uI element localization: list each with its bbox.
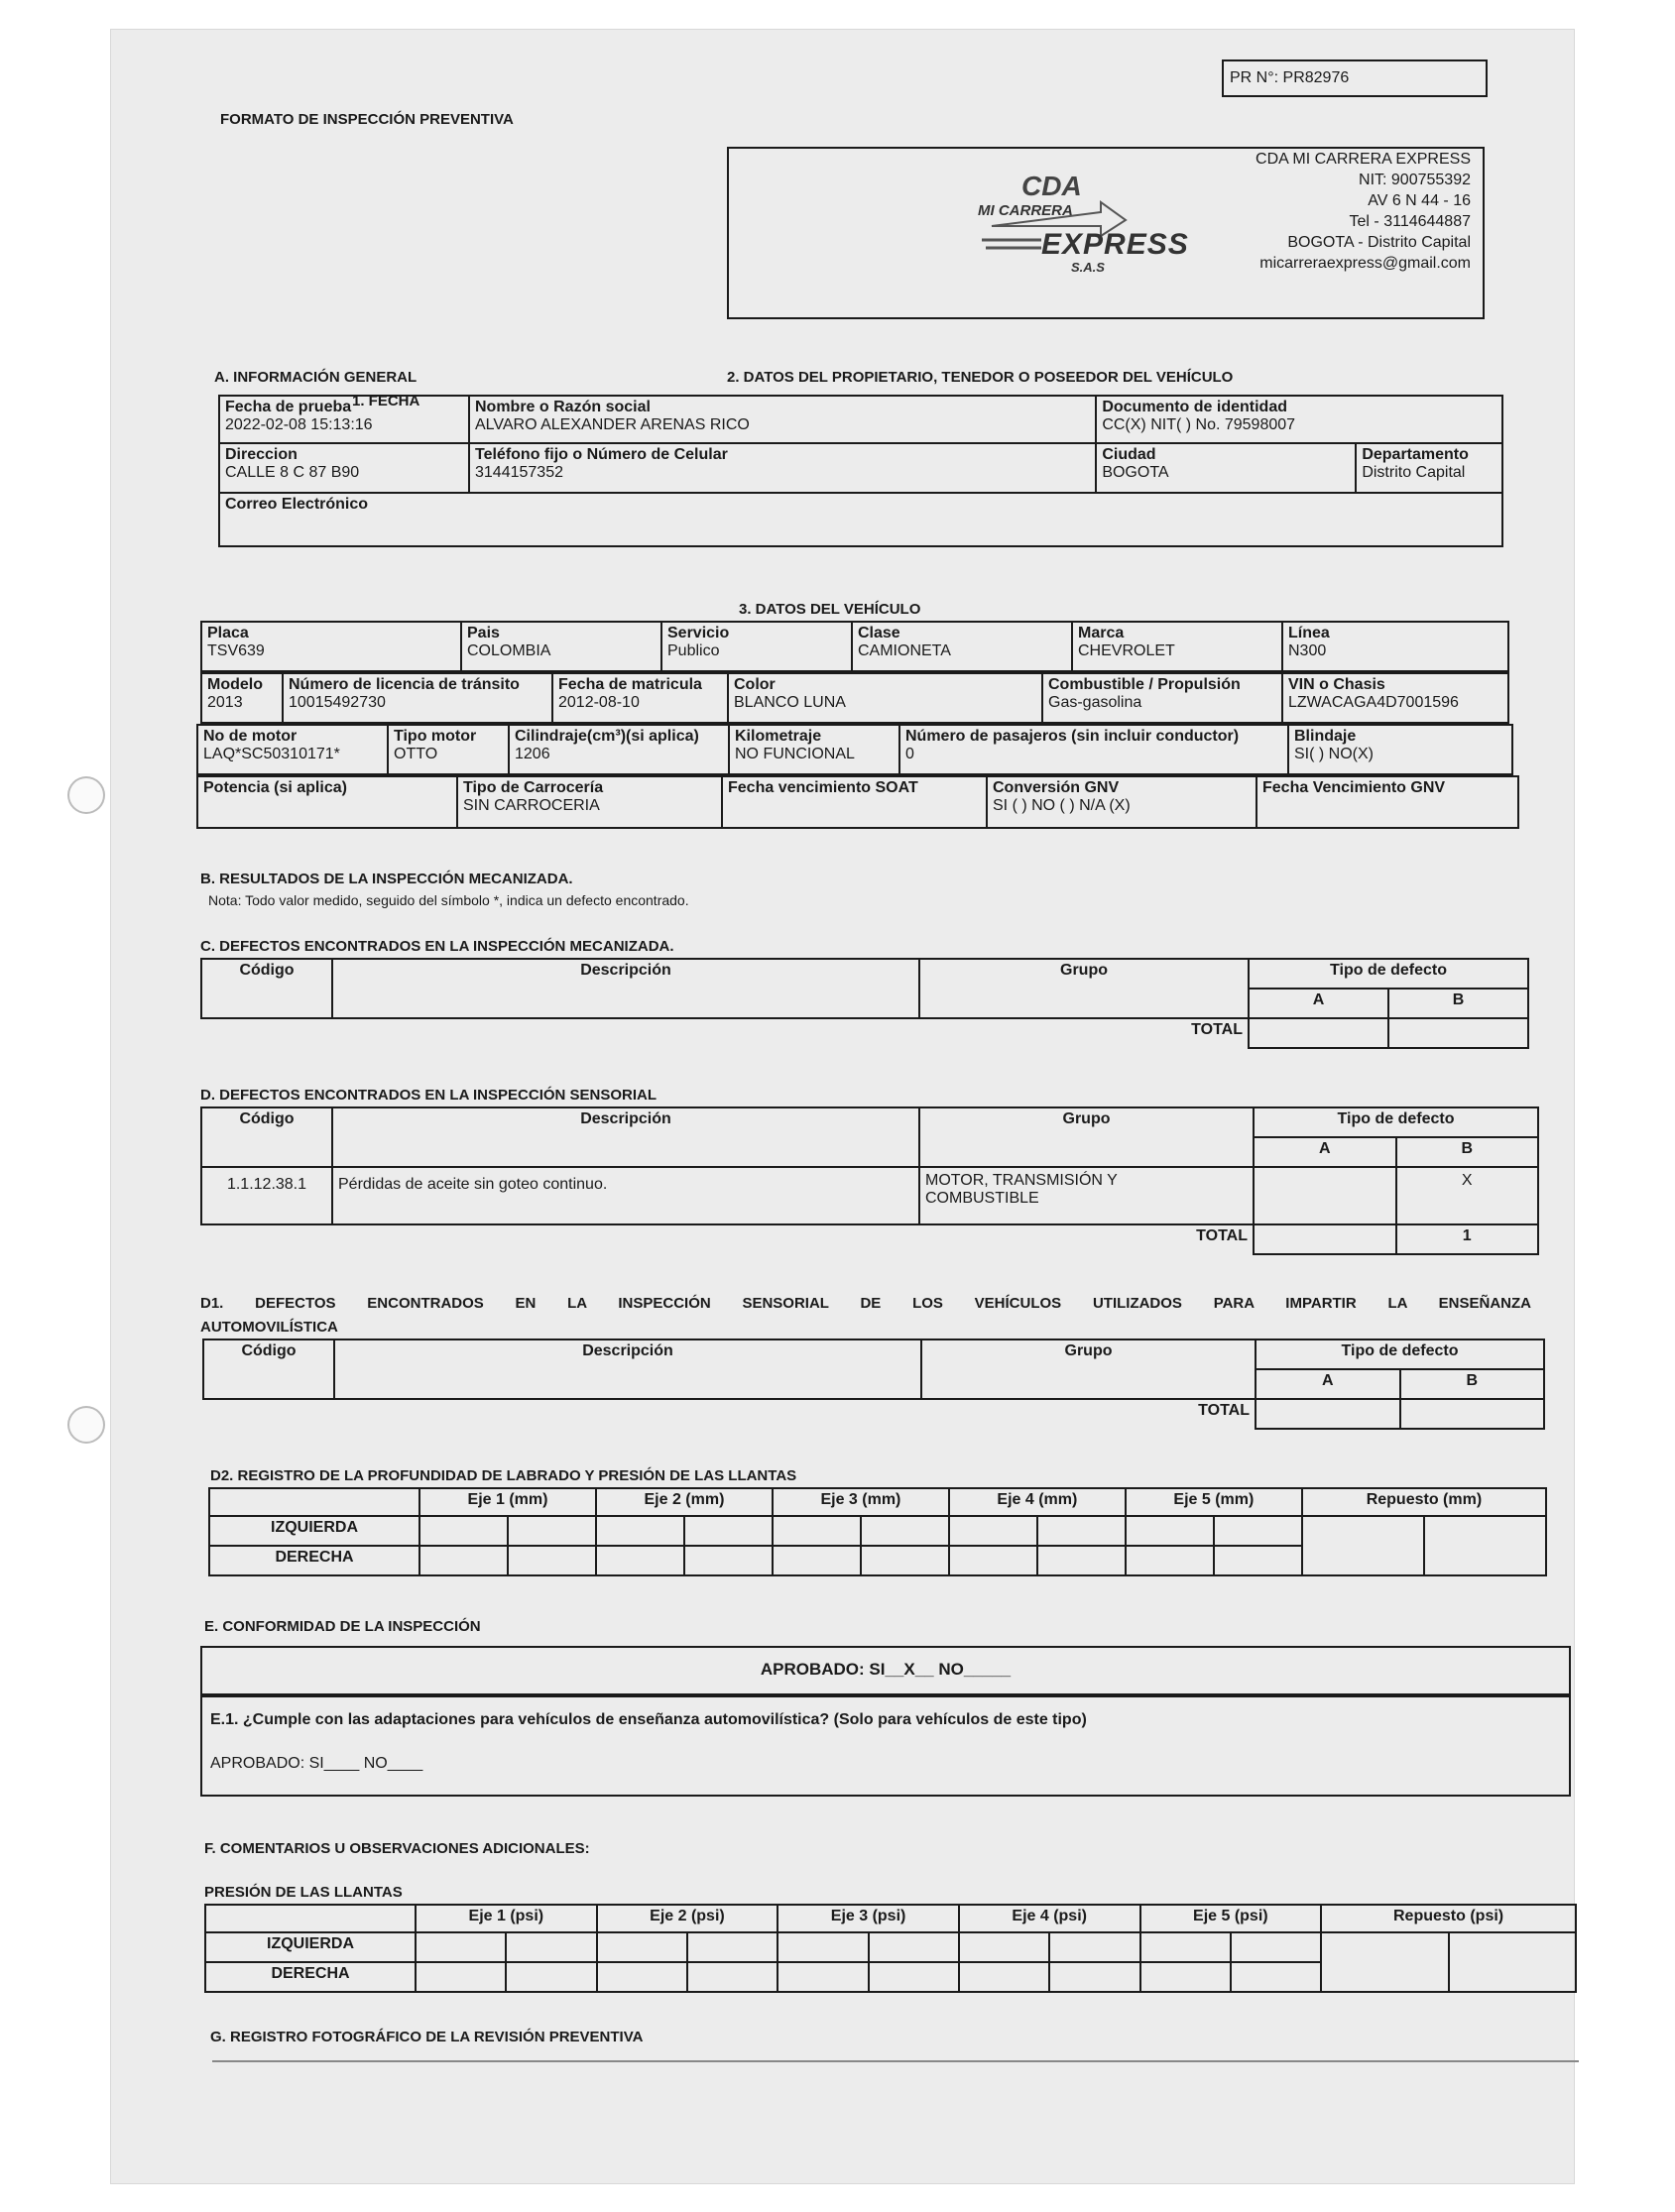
company-box [727,147,1485,319]
linea-label: Línea [1288,625,1330,641]
licencia-label: Número de licencia de tránsito [289,676,520,693]
form-title: FORMATO DE INSPECCIÓN PREVENTIVA [220,111,514,128]
company-email: micarreraexpress@gmail.com [1259,255,1471,272]
tipo-motor-value: OTTO [394,746,438,762]
linea-cell [1282,622,1508,671]
d2-col-eje1: Eje 1 (mm) [419,1488,596,1516]
presion-row-derecha: DERECHA [205,1962,416,1992]
section-d1-table [202,1339,1545,1430]
e1-box [200,1693,1571,1797]
section-c-title: C. DEFECTOS ENCONTRADOS EN LA INSPECCIÓN MECANIZADA. [200,938,674,955]
d-row-b: X [1396,1167,1539,1224]
company-phone: Tel - 3114644887 [1349,213,1471,230]
d1-total-a [1256,1399,1400,1429]
d2-corner [209,1488,419,1516]
gnv-value: SI ( ) NO ( ) N/A (X) [993,797,1131,814]
servicio-value: Publico [667,642,720,659]
d-total-b: 1 [1396,1224,1539,1254]
soat-cell [722,776,987,828]
carroceria-label: Tipo de Carrocería [463,779,604,796]
clase-value: CAMIONETA [858,642,951,659]
d2-col-eje3: Eje 3 (mm) [773,1488,949,1516]
punch-hole [67,1406,105,1444]
section-e-title: E. CONFORMIDAD DE LA INSPECCIÓN [204,1618,481,1635]
section-b-title: B. RESULTADOS DE LA INSPECCIÓN MECANIZADA. [200,871,573,887]
modelo-value: 2013 [207,694,243,711]
section-d1-title-2: AUTOMOVILÍSTICA [200,1319,338,1336]
servicio-label: Servicio [667,625,730,641]
departamento-value: Distrito Capital [1362,464,1466,481]
section-f-title: F. COMENTARIOS U OBSERVACIONES ADICIONALES: [204,1840,590,1857]
blindaje-label: Blindaje [1294,728,1357,745]
d-a-header: A [1254,1137,1396,1167]
d1-tipo-header: Tipo de defecto [1256,1339,1544,1369]
kilometraje-label: Kilometraje [735,728,822,745]
d2-row-derecha: DERECHA [209,1546,419,1575]
d2-col-eje4: Eje 4 (mm) [949,1488,1126,1516]
motor-label: No de motor [203,728,298,745]
d-tipo-header: Tipo de defecto [1254,1107,1538,1137]
company-nit: NIT: 900755392 [1359,172,1471,188]
d1-grupo-header: Grupo [921,1339,1256,1399]
c-total-b [1388,1018,1528,1048]
clase-cell [852,622,1072,671]
cilindraje-label: Cilindraje(cm³)(si aplica) [515,728,699,745]
clase-label: Clase [858,625,900,641]
documento-value: CC(X) NIT( ) No. 79598007 [1102,416,1296,433]
c-codigo-header: Código [201,959,332,1018]
vehicle-row-1 [200,621,1509,672]
kilometraje-cell [729,725,899,774]
nombre-cell [469,396,1096,443]
c-descripcion-header: Descripción [332,959,919,1018]
d-grupo-header: Grupo [919,1107,1254,1167]
fecha-label: Fecha de prueba [225,399,352,415]
aprobado-text: APROBADO: SI__X__ NO_____ [760,1660,1012,1679]
d1-b-header: B [1400,1369,1545,1399]
gnv-cell [987,776,1256,828]
kilometraje-value: NO FUNCIONAL [735,746,855,762]
c-total-a [1249,1018,1388,1048]
d-row-group [919,1167,1254,1224]
d1-codigo-header: Código [203,1339,334,1399]
presion-corner [205,1905,416,1932]
direccion-cell [219,443,469,493]
marca-cell [1072,622,1282,671]
servicio-cell [661,622,852,671]
presion-col-eje4: Eje 4 (psi) [959,1905,1140,1932]
e1-aprobado: APROBADO: SI____ NO____ [210,1755,423,1772]
vehicle-row-3 [196,724,1513,775]
pasajeros-value: 0 [905,746,914,762]
e1-question: E.1. ¿Cumple con las adaptaciones para vehículos de enseñanza automovilística? (Solo para vehículos de este tipo) [210,1711,1087,1728]
ciudad-value: BOGOTA [1102,464,1169,481]
vin-cell [1282,673,1508,723]
motor-cell [197,725,388,774]
section-c-table [200,958,1529,1049]
placa-value: TSV639 [207,642,265,659]
combustible-label: Combustible / Propulsión [1048,676,1241,693]
matricula-cell [552,673,728,723]
documento-cell [1096,396,1502,443]
c-total-label: TOTAL [1191,1021,1243,1038]
d-descripcion-header: Descripción [332,1107,919,1167]
d-row-group-line2: COMBUSTIBLE [925,1190,1039,1207]
d-b-header: B [1396,1137,1539,1167]
presion-col-eje1: Eje 1 (psi) [416,1905,597,1932]
modelo-label: Modelo [207,676,263,693]
d-row-code: 1.1.12.38.1 [201,1167,332,1224]
documento-label: Documento de identidad [1102,399,1287,415]
tipo-motor-cell [388,725,509,774]
logo-text-cda: CDA [1021,171,1082,201]
placa-cell [201,622,461,671]
d-row-desc: Pérdidas de aceite sin goteo continuo. [332,1167,919,1224]
pasajeros-label: Número de pasajeros (sin incluir conductor) [905,728,1240,745]
d-row-a [1254,1167,1396,1224]
presion-row-izquierda: IZQUIERDA [205,1932,416,1962]
licencia-cell [283,673,552,723]
section-a-title: A. INFORMACIÓN GENERAL [214,369,418,386]
company-address: AV 6 N 44 - 16 [1368,192,1471,209]
modelo-cell [201,673,283,723]
licencia-value: 10015492730 [289,694,386,711]
logo-text-express: EXPRESS [1041,228,1189,261]
color-label: Color [734,676,776,693]
gnv-vencimiento-label: Fecha Vencimiento GNV [1262,779,1446,796]
nombre-label: Nombre o Razón social [475,399,651,415]
vin-value: LZWACAGA4D7001596 [1288,694,1459,711]
c-tipo-header: Tipo de defecto [1249,959,1528,989]
direccion-label: Direccion [225,446,298,463]
vehicle-row-2 [200,672,1509,724]
pasajeros-cell [899,725,1288,774]
d1-total-b [1400,1399,1545,1429]
company-info [1256,149,1471,274]
section-d-table [200,1106,1539,1255]
fecha-value: 2022-02-08 15:13:16 [225,416,373,433]
logo-text-mi-carrera: MI CARRERA [978,202,1073,219]
combustible-cell [1042,673,1282,723]
nombre-value: ALVARO ALEXANDER ARENAS RICO [475,416,750,433]
carroceria-value: SIN CARROCERIA [463,797,600,814]
departamento-label: Departamento [1362,446,1469,463]
c-a-header: A [1249,989,1388,1018]
color-cell [728,673,1042,723]
fecha-cell [219,396,469,443]
tipo-motor-label: Tipo motor [394,728,477,745]
section-a-sub2: 2. DATOS DEL PROPIETARIO, TENEDOR O POSEEDOR DEL VEHÍCULO [727,369,1234,386]
motor-value: LAQ*SC50310171* [203,746,340,762]
telefono-cell [469,443,1096,493]
company-city: BOGOTA - Distrito Capital [1287,234,1471,251]
d-total-label: TOTAL [1196,1227,1248,1244]
color-value: BLANCO LUNA [734,694,846,711]
d2-col-repuesto: Repuesto (mm) [1302,1488,1546,1516]
presion-col-eje2: Eje 2 (psi) [597,1905,778,1932]
vehicle-row-4 [196,775,1519,829]
departamento-cell [1356,443,1502,493]
telefono-label: Teléfono fijo o Número de Celular [475,446,728,463]
pr-number: PR N°: PR82976 [1230,69,1350,86]
section-g-rule [212,2060,1579,2062]
presion-col-eje5: Eje 5 (psi) [1140,1905,1322,1932]
section-d-title: D. DEFECTOS ENCONTRADOS EN LA INSPECCIÓN SENSORIAL [200,1087,658,1104]
d-row-group-line1: MOTOR, TRANSMISIÓN Y [925,1172,1118,1189]
d2-col-eje2: Eje 2 (mm) [596,1488,773,1516]
d2-col-eje5: Eje 5 (mm) [1126,1488,1302,1516]
table-row [205,1932,1576,1962]
blindaje-value: SI( ) NO(X) [1294,746,1374,762]
section-d2-table [208,1487,1547,1576]
linea-value: N300 [1288,642,1327,659]
marca-label: Marca [1078,625,1125,641]
cilindraje-cell [509,725,729,774]
aprobado-box [200,1646,1571,1697]
section-d1-title: D1. DEFECTOS ENCONTRADOS EN LA INSPECCIÓN SENSORIAL DE LOS VEHÍCULOS UTILIZADOS PARA IMPARTIR LA ENSEÑANZA [200,1295,1531,1312]
section-g-title: G. REGISTRO FOTOGRÁFICO DE LA REVISIÓN PREVENTIVA [210,2029,644,2045]
c-grupo-header: Grupo [919,959,1249,1018]
cilindraje-value: 1206 [515,746,550,762]
logo-text-sas: S.A.S [1071,260,1105,275]
pais-value: COLOMBIA [467,642,551,659]
presion-title: PRESIÓN DE LAS LLANTAS [204,1884,403,1901]
section-b-note: Nota: Todo valor medido, seguido del símbolo *, indica un defecto encontrado. [208,892,689,908]
pr-number-box [1222,59,1488,97]
blindaje-cell [1288,725,1512,774]
d-codigo-header: Código [201,1107,332,1167]
correo-cell [219,493,1502,546]
vehicle-title: 3. DATOS DEL VEHÍCULO [739,601,921,618]
pais-cell [461,622,661,671]
d1-total-label: TOTAL [1198,1402,1250,1419]
section-d2-title: D2. REGISTRO DE LA PROFUNDIDAD DE LABRADO Y PRESIÓN DE LAS LLANTAS [210,1467,797,1484]
telefono-value: 3144157352 [475,464,563,481]
combustible-value: Gas-gasolina [1048,694,1142,711]
marca-value: CHEVROLET [1078,642,1175,659]
placa-label: Placa [207,625,249,641]
presion-col-repuesto: Repuesto (psi) [1321,1905,1576,1932]
direccion-value: CALLE 8 C 87 B90 [225,464,360,481]
matricula-label: Fecha de matricula [558,676,702,693]
pais-label: Pais [467,625,500,641]
company-logo [952,169,1210,278]
punch-hole [67,776,105,814]
soat-label: Fecha vencimiento SOAT [728,779,918,796]
ciudad-cell [1096,443,1356,493]
carroceria-cell [457,776,722,828]
owner-table [218,395,1503,547]
ciudad-label: Ciudad [1102,446,1156,463]
presion-col-eje3: Eje 3 (psi) [778,1905,959,1932]
potencia-cell [197,776,457,828]
vin-label: VIN o Chasis [1288,676,1385,693]
d1-descripcion-header: Descripción [334,1339,921,1399]
gnv-label: Conversión GNV [993,779,1120,796]
d2-row-izquierda: IZQUIERDA [209,1516,419,1546]
presion-table [204,1904,1577,1993]
potencia-label: Potencia (si aplica) [203,779,347,796]
d-total-a [1254,1224,1396,1254]
matricula-value: 2012-08-10 [558,694,640,711]
table-row [209,1516,1546,1546]
correo-label: Correo Electrónico [225,496,369,513]
company-name: CDA MI CARRERA EXPRESS [1256,151,1471,168]
gnv-vencimiento-cell [1256,776,1518,828]
c-b-header: B [1388,989,1528,1018]
section-a-sub1: 1. FECHA [352,393,420,409]
d1-a-header: A [1256,1369,1400,1399]
table-row [201,1167,1538,1224]
